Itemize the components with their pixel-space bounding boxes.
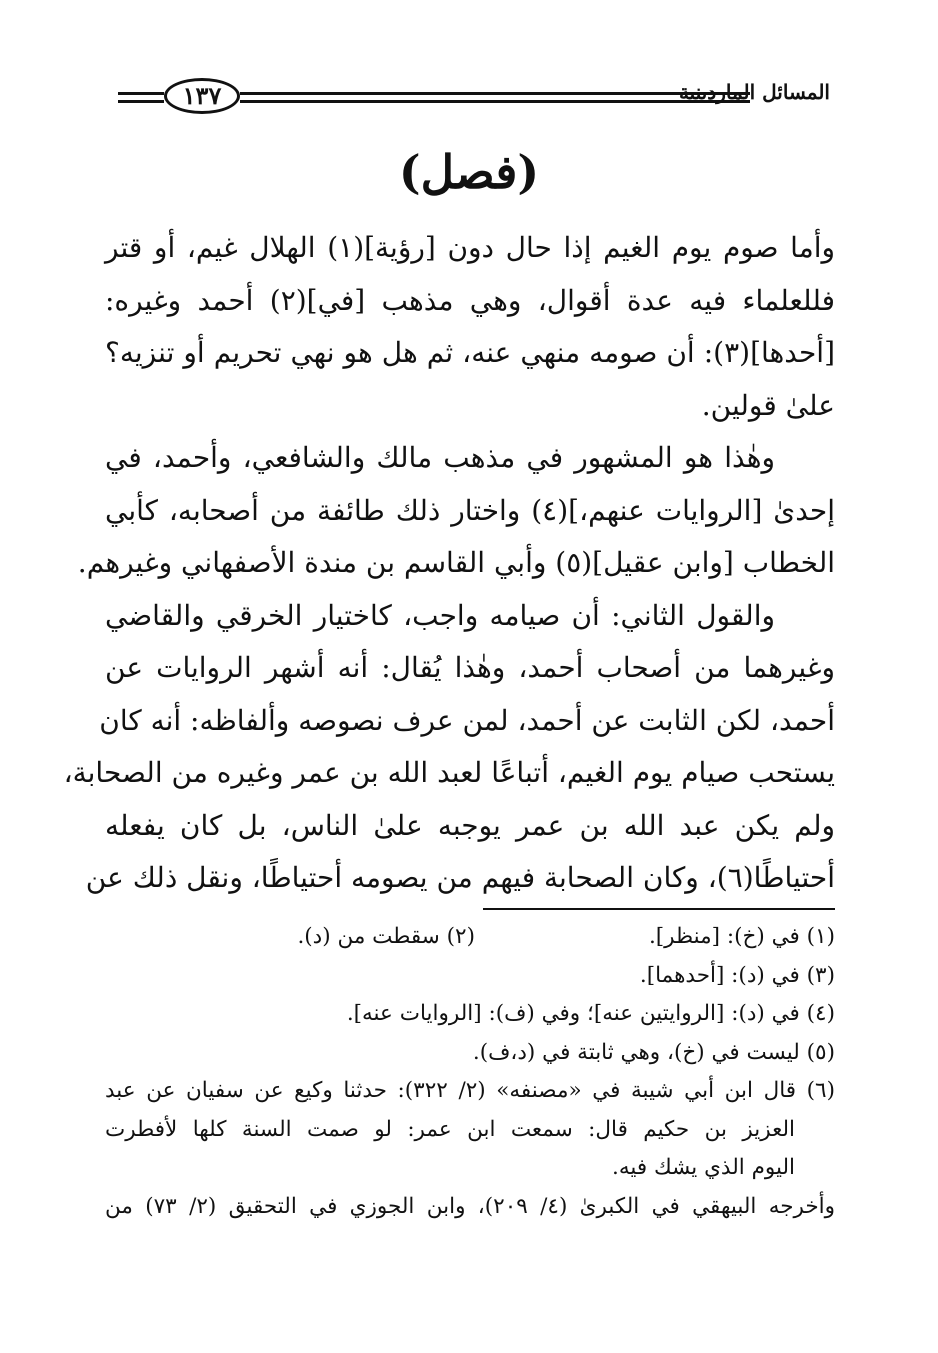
section-heading: (فصل): [398, 145, 540, 199]
footnotes: [105, 918, 835, 1226]
header-rule: [118, 92, 164, 95]
text-line: يستحب صيام يوم الغيم، أتباعًا لعبد الله بن عمر وغيره من الصحابة،: [63, 756, 835, 789]
footnote-6-continuation: اليوم الذي يشك فيه.: [612, 1155, 795, 1180]
text-line: وغيرهما من أصحاب أحمد، وهٰذا يُقال: أنه أشهر الروايات عن: [105, 651, 835, 684]
text-line: الخطاب [وابن عقيل](٥) وأبي القاسم بن مندة الأصفهاني وغيرهم.: [77, 546, 835, 579]
page-number: ١٣٧: [164, 78, 240, 114]
text-line: ولم يكن عبد الله بن عمر يوجبه علىٰ الناس، بل كان يفعله: [105, 808, 835, 842]
text-line: أحمد، لكن الثابت عن أحمد، لمن عرف نصوصه وألفاظه: أنه كان: [99, 703, 835, 737]
text-line: وهٰذا هو المشهور في مذهب مالك والشافعي، وأحمد، في: [105, 441, 775, 474]
footnote-3: (٣) في (د): [أحدهما].: [639, 962, 835, 988]
footnote-1: (١) في (خ): [منظر].: [648, 924, 835, 949]
text-line: إحدىٰ [الروايات عنهم،](٤) واختار ذلك طائفة من أصحابه، كأبي: [105, 493, 835, 527]
footnote-6: (٦) قال ابن أبي شيبة في «مصنفه» (٢/ ٣٢٢): حدثنا وكيع عن سفيان عن عبد: [105, 1078, 835, 1103]
footnote-row: [105, 918, 835, 957]
main-text: [63, 222, 836, 905]
running-title: المسائل الماردينية: [678, 80, 830, 104]
text-line: والقول الثاني: أن صيامه واجب، كاختيار الخرقي والقاضي: [105, 598, 775, 632]
page-header: [118, 78, 830, 126]
footnote-5: (٥) ليست في (خ)، وهي ثابتة في (د،ف).: [472, 1039, 835, 1065]
header-rule: [240, 100, 750, 103]
text-line: علىٰ قولين.: [701, 388, 835, 422]
text-line: فللعلماء فيه عدة أقوال، وهي مذهب [في](٢) أحمد وغيره:: [105, 283, 835, 317]
footnote-4: (٤) في (د): [الروايتين عنه]؛ وفي (ف): [الروايات عنه].: [346, 1001, 835, 1026]
footnote-6-extra: وأخرجه البيهقي في الكبرىٰ (٤/ ٢٠٩)، وابن الجوزي في التحقيق (٢/ ٧٣) من: [105, 1193, 836, 1219]
footnote-2: (٢) سقطت من (د).: [297, 924, 475, 949]
text-line: وأما صوم يوم الغيم إذا حال دون [رؤية](١) الهلال غيم، أو قتر: [105, 231, 836, 264]
text-line: [أحدها](٣): أن صومه منهي عنه، ثم هل هو نهي تحريم أو تنزيه؟: [105, 336, 835, 369]
header-rule: [118, 100, 164, 103]
text-line: أحتياطًا(٦)، وكان الصحابة فيهم من يصومه أحتياطًا، ونقل ذلك عن: [85, 861, 835, 894]
header-rule: [240, 92, 750, 95]
footnote-separator: [483, 908, 835, 910]
footnote-6-continuation: العزيز بن حكيم قال: سمعت ابن عمر: لو صمت السنة كلها لأفطرت: [105, 1116, 795, 1142]
